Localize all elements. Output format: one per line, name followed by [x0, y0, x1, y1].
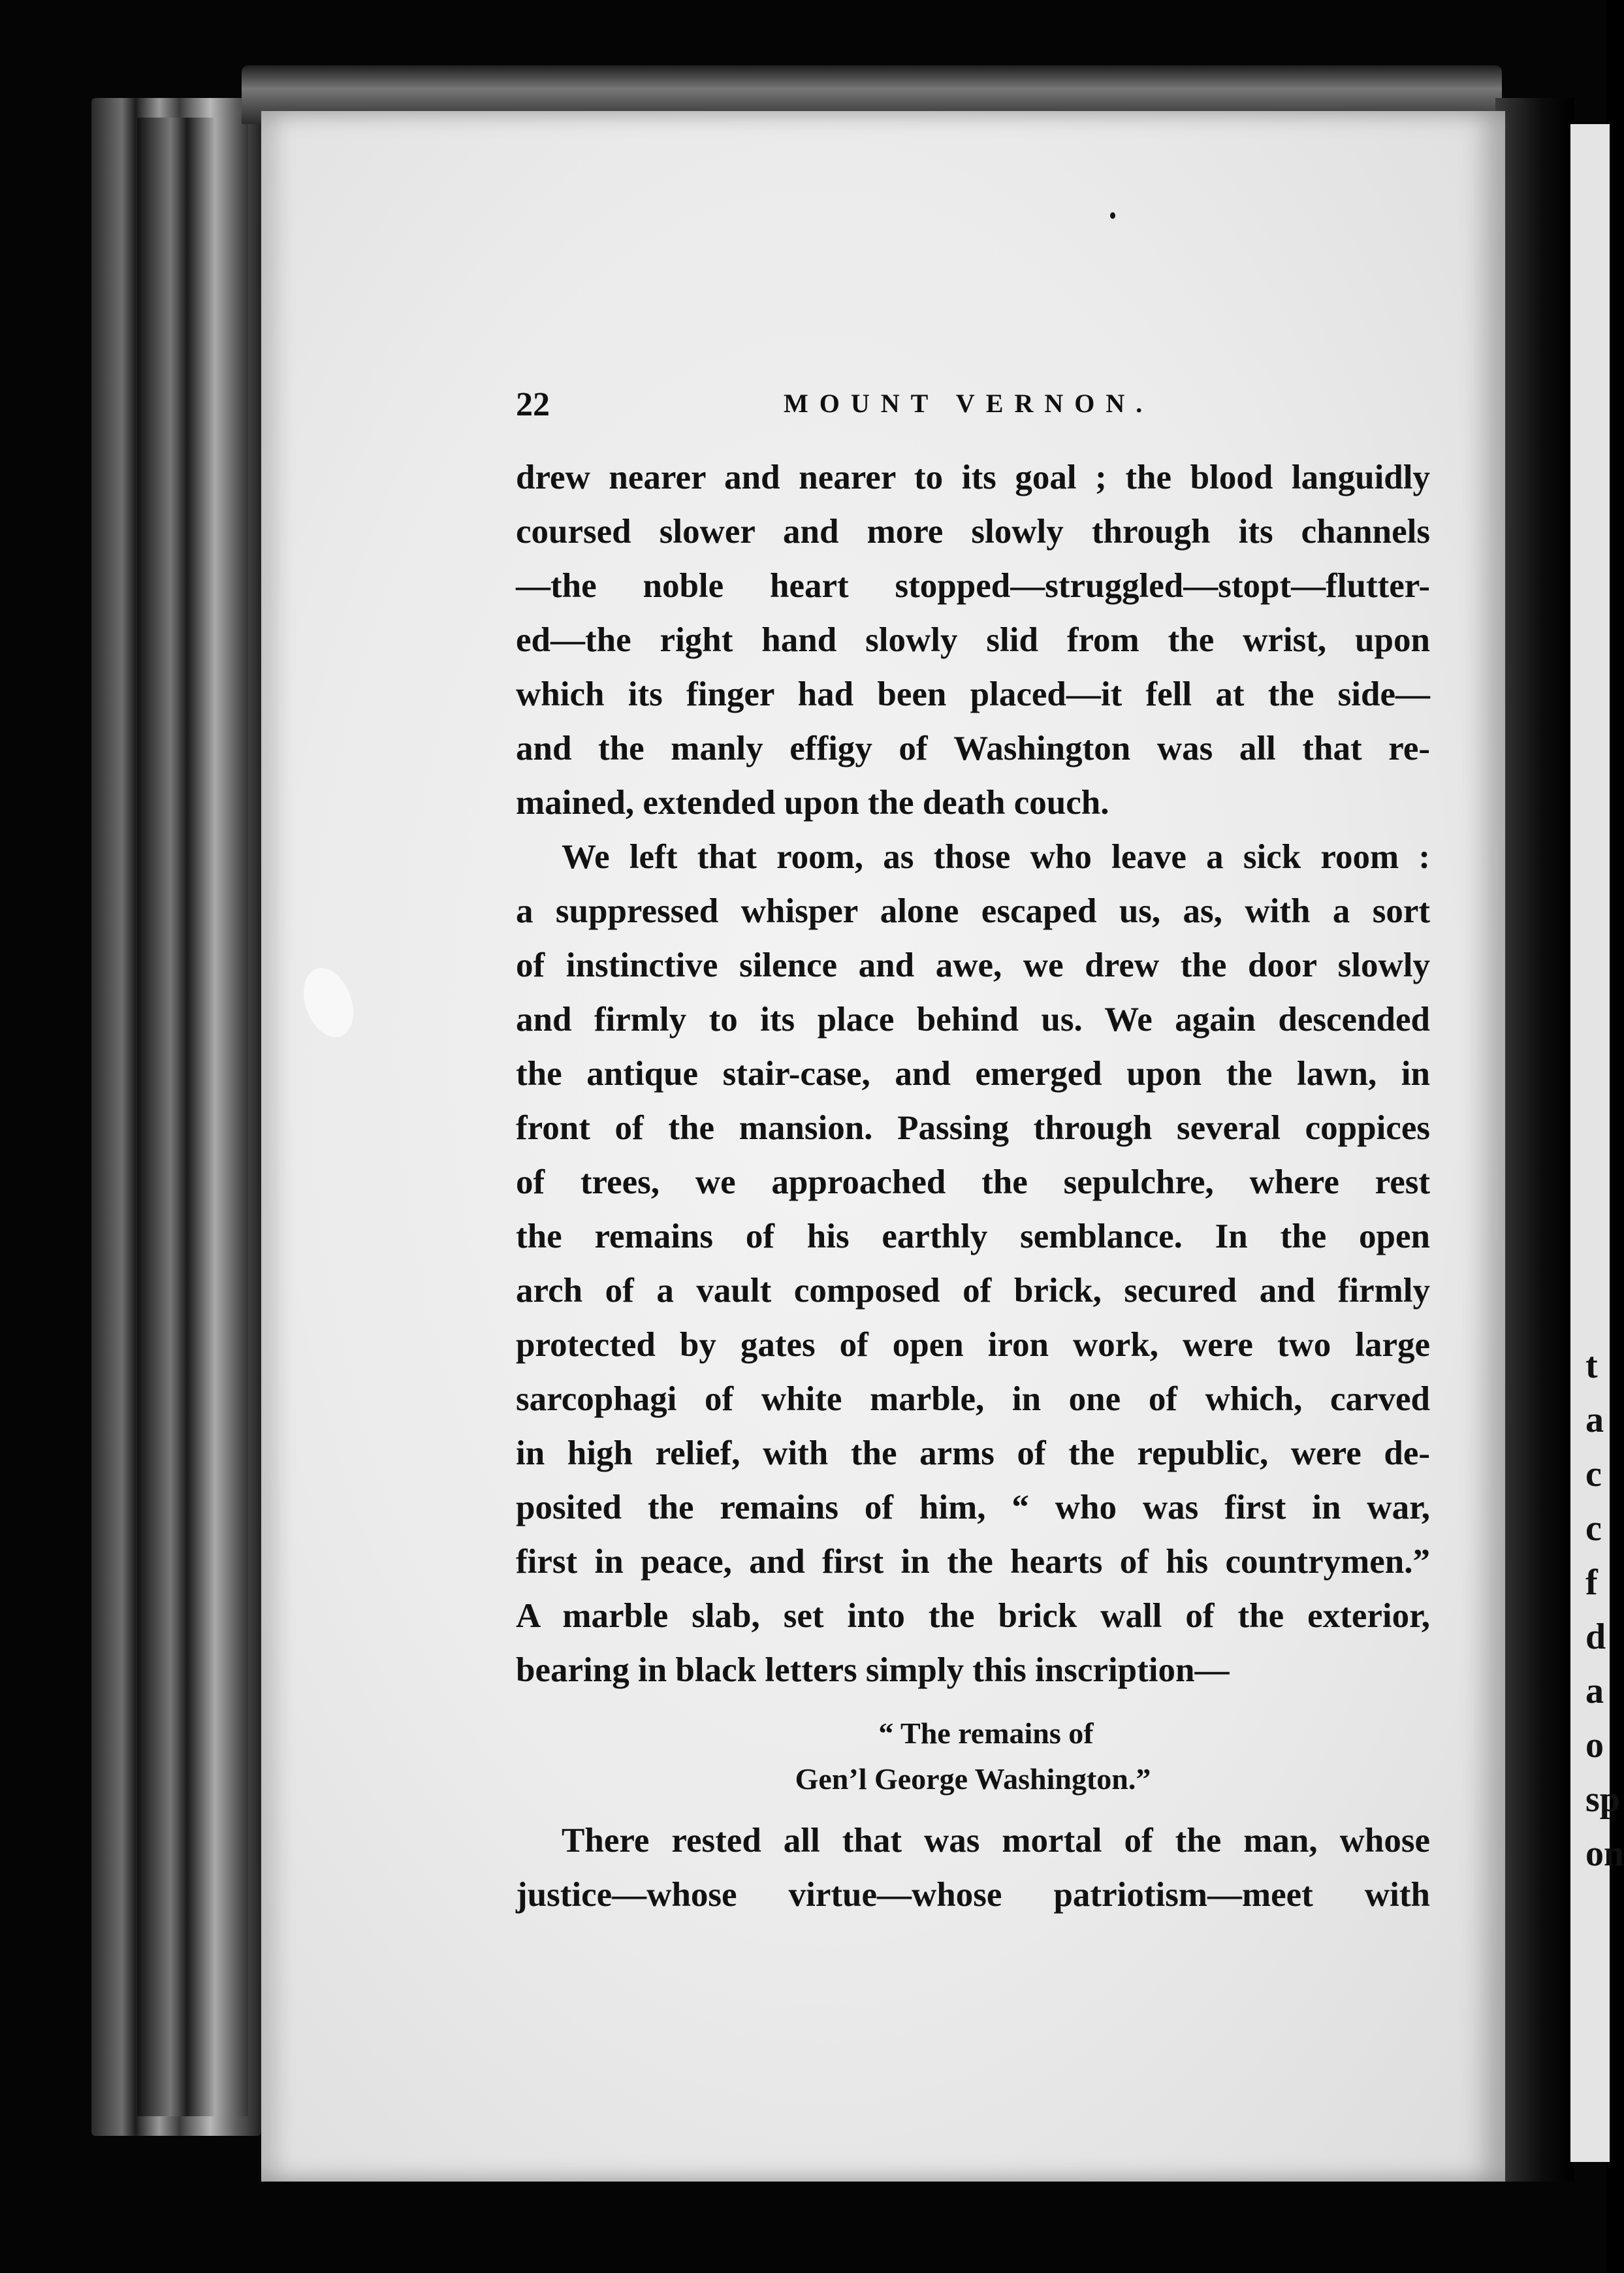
text-line: We left that room, as those who leave a sick room : [562, 838, 1430, 876]
running-title: MOUNT VERNON. [784, 389, 1154, 418]
running-head [516, 385, 1430, 431]
text-line: the antique stair-case, and emerged upon the lawn, in [516, 1055, 1430, 1093]
page-number: 22 [516, 386, 550, 423]
facing-page-fragments: t a c c f d a o sp on [1585, 1346, 1624, 1874]
inscription-line: Gen’l George Washington.” [795, 1762, 1151, 1796]
inscription [516, 1711, 1430, 1802]
text-line: in high relief, with the arms of the republic, were de- [516, 1434, 1430, 1472]
text-line: coursed slower and more slowly through its channels [516, 513, 1430, 551]
paragraph-2 [516, 830, 1430, 1698]
text-line: and the manly effigy of Washington was all that re- [516, 730, 1430, 767]
text-line: —the noble heart stopped—struggled—stopt—flutter- [516, 567, 1430, 605]
text-line: There rested all that was mortal of the man, whose [562, 1822, 1430, 1860]
text-line: a suppressed whisper alone escaped us, as, with a sort [516, 892, 1430, 930]
text-line: posited the remains of him, “ who was first in war, [516, 1489, 1430, 1526]
text-line: which its finger had been placed—it fell at the side— [516, 675, 1430, 713]
text-line: front of the mansion. Passing through several coppices [516, 1109, 1430, 1147]
text-line: first in peace, and first in the hearts of his countrymen.” [516, 1543, 1430, 1581]
text-line: mained, extended upon the death couch. [516, 784, 1109, 822]
paragraph-1 [516, 451, 1430, 830]
text-line: and firmly to its place behind us. We again descended [516, 1001, 1430, 1039]
text-line: of trees, we approached the sepulchre, where rest [516, 1163, 1430, 1201]
text-line: justice—whose virtue—whose patriotism—meet with [516, 1876, 1430, 1914]
body-text [516, 451, 1430, 1922]
text-line: drew nearer and nearer to its goal ; the blood languidly [516, 459, 1430, 496]
gutter-shadow [1495, 98, 1574, 2182]
text-line: arch of a vault composed of brick, secured and firmly [516, 1272, 1430, 1310]
text-line: ed—the right hand slowly slid from the wrist, upon [516, 621, 1430, 659]
paragraph-3 [516, 1814, 1430, 1922]
book-binding-edge [137, 118, 248, 2116]
text-line: the remains of his earthly semblance. In the open [516, 1217, 1430, 1255]
inscription-line: “ The remains of [878, 1717, 1094, 1750]
text-line: of instinctive silence and awe, we drew the door slowly [516, 946, 1430, 984]
text-line: bearing in black letters simply this inscription— [516, 1651, 1230, 1689]
text-line: protected by gates of open iron work, were two large [516, 1326, 1430, 1364]
ink-speck [1110, 212, 1115, 219]
text-line: A marble slab, set into the brick wall of the exterior, [516, 1597, 1430, 1635]
text-line: sarcophagi of white marble, in one of which, carved [516, 1380, 1430, 1418]
